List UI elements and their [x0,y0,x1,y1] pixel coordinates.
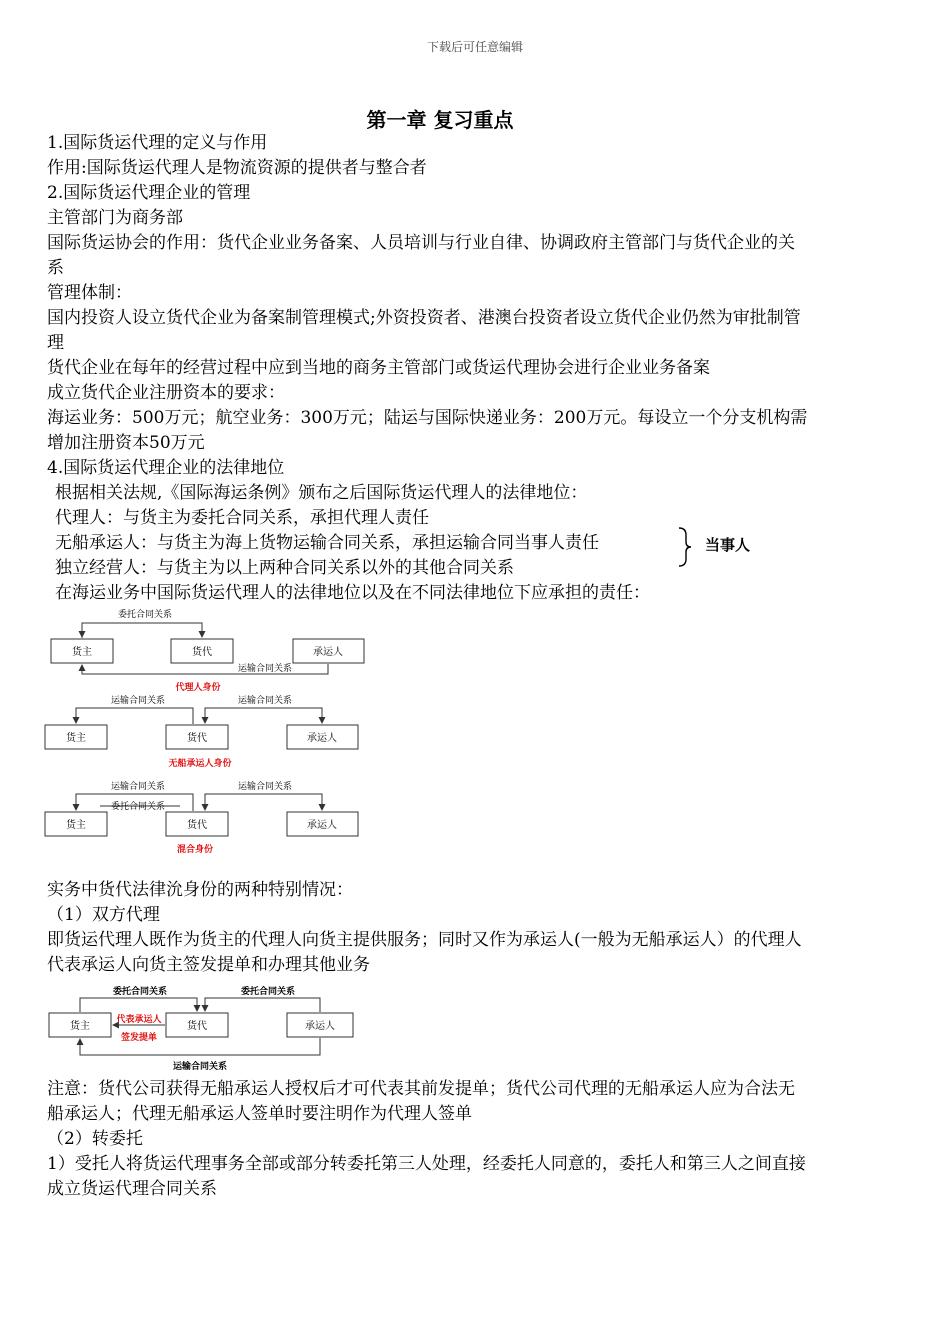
text-line: 2.国际货运代理企业的管理 [47,183,251,203]
text-line: 成立货运代理合同关系 [47,1179,217,1199]
diagram-mixed-identity [40,776,380,858]
left-relation-label: 委托合同关系 [112,987,168,997]
text-line: 1.国际货运代理的定义与作用 [47,133,268,153]
text-line: 海运业务：500万元；航空业务：300万元；陆运与国际快递业务：200万元。每设立一个分支机构需 [47,408,808,428]
text-line: （1）双方代理 [47,905,160,925]
forwarder-label: 货代 [187,733,207,744]
text-line: 无船承运人：与货主为海上货物运输合同关系，承担运输合同当事人责任 [55,533,599,553]
left-transport-arrow [76,708,193,724]
forwarder-label: 货代 [192,647,212,658]
bottom-relation-label: 运输合同关系 [172,1062,228,1072]
diagram-nvocc-identity [40,690,380,772]
text-line: 管理体制： [47,283,132,303]
text-line: 注意：货代公司获得无船承运人授权后才可代表其前发提单；货代公司代理的无船承运人应为合法无 [47,1079,795,1099]
text-line: 实务中货代法律沇身份的两种特别情况： [47,880,353,900]
shipper-label: 货主 [66,733,86,744]
left-relation-label: 运输合同关系 [110,782,166,792]
text-line: 增加注册资本50万元 [47,433,205,453]
shipper-label: 货主 [72,647,92,658]
top-relation-label: 委托合同关系 [117,610,173,620]
mid-relation-label: 委托合同关系 [110,802,166,812]
text-line: 根据相关法规,《国际海运条例》颁布之后国际货运代理人的法律地位： [55,483,588,503]
text-line: 独立经营人：与货主为以上两种合同关系以外的其他合同关系 [55,558,514,578]
left-relation-label: 运输合同关系 [110,696,166,706]
carrier-label: 承运人 [305,1021,335,1032]
carrier-label: 承运人 [307,820,337,831]
diagram-caption: 无船承运人身份 [168,759,232,769]
text-line: 在海运业务中国际货运代理人的法律地位以及在不同法律地位下应承担的责任： [55,583,650,603]
text-line: 4.国际货运代理企业的法律地位 [47,458,285,478]
shipper-label: 货主 [66,820,86,831]
text-line: 船承运人；代理无船承运人签单时要注明作为代理人签单 [47,1104,472,1124]
text-line: 系 [47,258,64,278]
text-line: 代表承运人向货主签发提单和办理其他业务 [47,955,370,975]
text-line: 代理人：与货主为委托合同关系，承担代理人责任 [55,508,429,528]
diagram-dual-agency [40,982,370,1074]
right-relation-label: 委托合同关系 [240,987,296,997]
forwarder-label: 货代 [187,820,207,831]
agency-relation-arrow [82,623,202,638]
page-header-note: 下载后可任意编辑 [426,40,523,54]
text-line: 1）受托人将货运代理事务全部或部分转委托第三人处理，经委托人同意的，委托人和第三人之间直接 [47,1154,806,1174]
right-brace-icon [676,527,692,567]
chapter-title: 第一章 复习重点 [366,108,514,132]
text-line: 即货运代理人既作为货主的代理人向货主提供服务；同时又作为承运人(一般为无船承运人）的代理人 [47,930,802,950]
carrier-label: 承运人 [307,733,337,744]
diagram-agent-identity [40,603,380,698]
left-agency-arrow [80,998,197,1012]
right-transport-arrow [205,794,322,810]
text-line: 理 [47,333,64,353]
text-line: （2）转委托 [47,1129,143,1149]
text-line: 主管部门为商务部 [47,208,183,228]
right-relation-label: 运输合同关系 [237,782,293,792]
text-line: 成立货代企业注册资本的要求： [47,383,285,403]
red-note-represent: 代表承运人 [116,1015,162,1025]
text-line: 作用:国际货运代理人是物流资源的提供者与整合者 [47,158,427,178]
right-agency-arrow [205,998,320,1012]
diagram-caption: 代理人身份 [175,683,221,693]
carrier-label: 承运人 [313,647,343,658]
text-line: 国际货运协会的作用：货代企业业务备案、人员培训与行业自律、协调政府主管部门与货代企业的关 [47,233,795,253]
brace-label: 当事人 [705,536,751,554]
red-note-issue: 签发提单 [120,1033,158,1043]
right-relation-label: 运输合同关系 [237,696,293,706]
shipper-label: 货主 [70,1021,90,1032]
diagram-caption: 混合身份 [176,845,214,855]
text-line: 国内投资人设立货代企业为备案制管理模式;外资投资者、港澳台投资者设立货代企业仍然为审批制管 [47,308,801,328]
right-transport-arrow [205,708,322,723]
transport-relation-arrow [80,1038,320,1055]
text-line: 货代企业在每年的经营过程中应到当地的商务主管部门或货运代理协会进行企业业务备案 [47,358,710,378]
bottom-relation-label: 运输合同关系 [237,664,293,674]
forwarder-label: 货代 [187,1021,207,1032]
